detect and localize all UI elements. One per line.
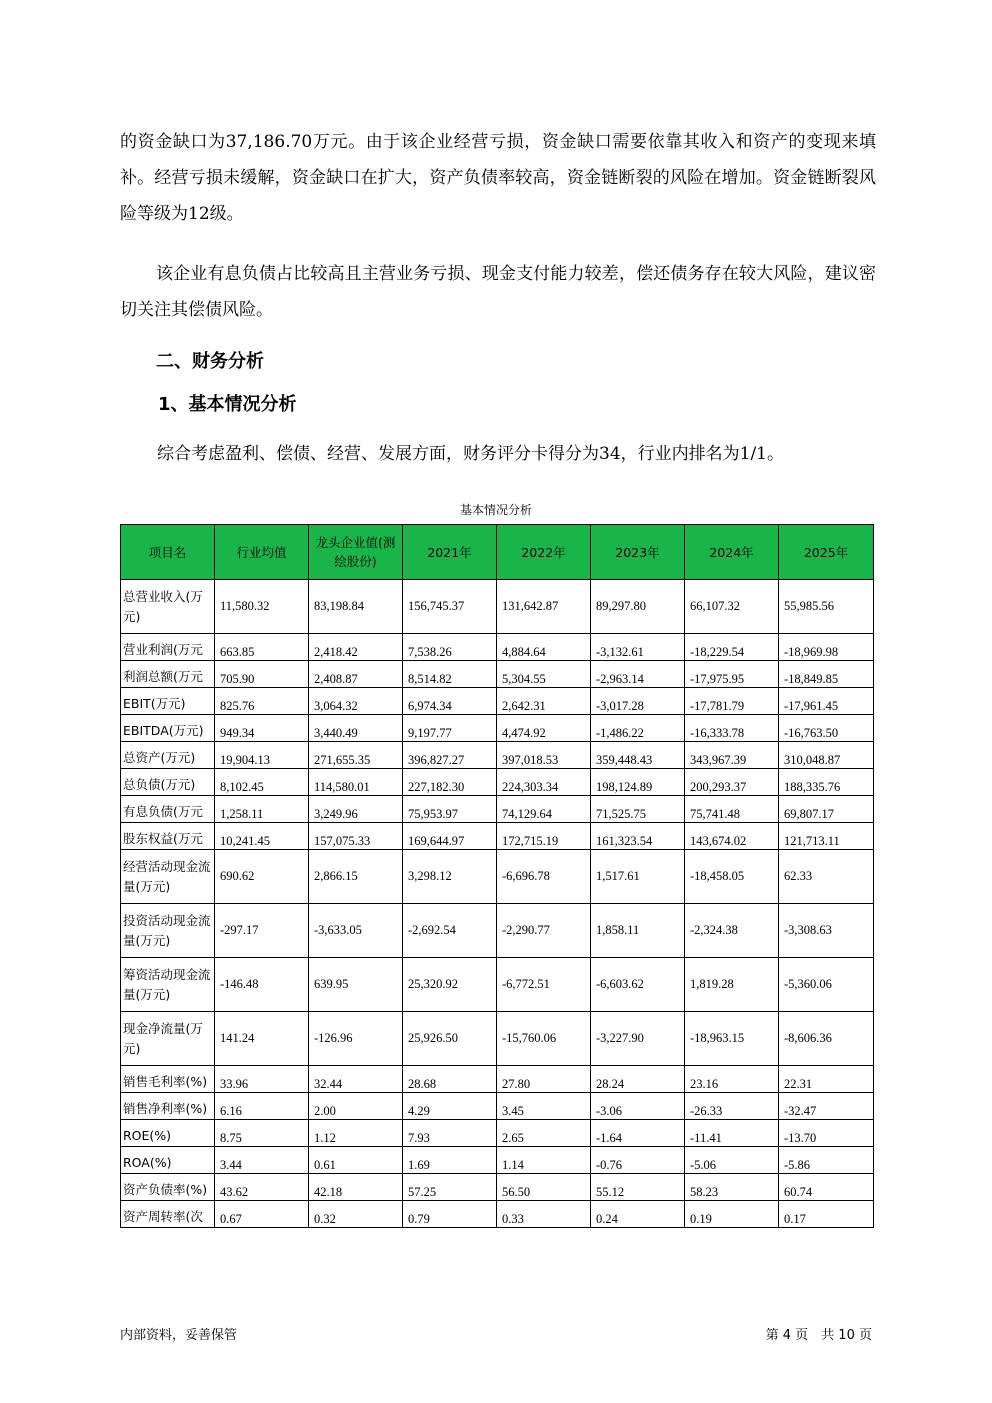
- table-row: [121, 1147, 874, 1174]
- table-cell: 3,440.49: [309, 715, 403, 742]
- table-cell: 2,418.42: [309, 634, 403, 661]
- table-cell: 9,197.77: [403, 715, 497, 742]
- table-cell: 2.00: [309, 1093, 403, 1120]
- table-cell: -3,633.05: [309, 904, 403, 958]
- table-row: [121, 688, 874, 715]
- row-label: 利润总额(万元: [121, 661, 215, 688]
- table-cell: 131,642.87: [497, 580, 591, 634]
- table-row: [121, 1120, 874, 1147]
- table-cell: 55,985.56: [779, 580, 874, 634]
- paragraph-debt-risk: 该企业有息负债占比较高且主营业务亏损、现金支付能力较差，偿还债务存在较大风险，建议密切关注其偿债风险。: [120, 264, 876, 320]
- table-cell: 71,525.75: [591, 796, 685, 823]
- table-cell: 121,713.11: [779, 823, 874, 850]
- table-cell: 227,182.30: [403, 769, 497, 796]
- page-prefix: 第: [765, 1328, 779, 1343]
- table-cell: 22.31: [779, 1066, 874, 1093]
- table-cell: 396,827.27: [403, 742, 497, 769]
- table-cell: 0.79: [403, 1201, 497, 1228]
- row-label: 股东权益(万元: [121, 823, 215, 850]
- table-row: [121, 1093, 874, 1120]
- row-label: 筹资活动现金流量(万元): [121, 958, 215, 1012]
- table-cell: 2.65: [497, 1120, 591, 1147]
- table-cell: -18,969.98: [779, 634, 874, 661]
- table-cell: -297.17: [215, 904, 309, 958]
- row-label: ROA(%): [121, 1147, 215, 1174]
- table-cell: 28.24: [591, 1066, 685, 1093]
- table-row: [121, 850, 874, 904]
- table-cell: 25,926.50: [403, 1012, 497, 1066]
- row-label: 总营业收入(万元): [121, 580, 215, 634]
- row-label: 资产负债率(%): [121, 1174, 215, 1201]
- table-cell: -17,975.95: [685, 661, 779, 688]
- table-cell: -13.70: [779, 1120, 874, 1147]
- table-cell: 188,335.76: [779, 769, 874, 796]
- row-label: EBIT(万元): [121, 688, 215, 715]
- table-cell: 663.85: [215, 634, 309, 661]
- table-cell: -17,961.45: [779, 688, 874, 715]
- row-label: 销售净利率(%): [121, 1093, 215, 1120]
- table-cell: -3.06: [591, 1093, 685, 1120]
- table-cell: 33.96: [215, 1066, 309, 1093]
- table-row: [121, 1174, 874, 1201]
- table-cell: 8,514.82: [403, 661, 497, 688]
- table-cell: 19,904.13: [215, 742, 309, 769]
- table-cell: 0.17: [779, 1201, 874, 1228]
- table-row: [121, 1066, 874, 1093]
- table-cell: 1,858.11: [591, 904, 685, 958]
- table-cell: 0.19: [685, 1201, 779, 1228]
- table-row: [121, 715, 874, 742]
- table-cell: -2,963.14: [591, 661, 685, 688]
- table-cell: 60.74: [779, 1174, 874, 1201]
- table-cell: 3,249.96: [309, 796, 403, 823]
- table-cell: -1.64: [591, 1120, 685, 1147]
- table-cell: 397,018.53: [497, 742, 591, 769]
- footer-confidential-note: 内部资料，妥善保管: [120, 1328, 238, 1343]
- table-cell: 639.95: [309, 958, 403, 1012]
- paragraph-funding-gap: 的资金缺口为37,186.70万元。由于该企业经营亏损，资金缺口需要依靠其收入和资产的变现来填补。经营亏损未缓解，资金缺口在扩大，资产负债率较高，资金链断裂的风险在增加。资金链断裂风险等级为12级。: [120, 132, 876, 224]
- row-label: 销售毛利率(%): [121, 1066, 215, 1093]
- section-heading: 二、财务分析: [156, 351, 264, 372]
- table-row: [121, 958, 874, 1012]
- table-cell: 55.12: [591, 1174, 685, 1201]
- table-cell: 0.33: [497, 1201, 591, 1228]
- row-label: 营业利润(万元: [121, 634, 215, 661]
- page-number: 4: [782, 1328, 791, 1343]
- table-cell: -8,606.36: [779, 1012, 874, 1066]
- table-cell: 156,745.37: [403, 580, 497, 634]
- table-cell: 69,807.17: [779, 796, 874, 823]
- table-cell: 8,102.45: [215, 769, 309, 796]
- table-cell: 2,408.87: [309, 661, 403, 688]
- table-cell: 1.14: [497, 1147, 591, 1174]
- table-cell: 42.18: [309, 1174, 403, 1201]
- page-suffix: 页: [858, 1328, 872, 1343]
- table-cell: -2,324.38: [685, 904, 779, 958]
- table-cell: 200,293.37: [685, 769, 779, 796]
- table-cell: 0.61: [309, 1147, 403, 1174]
- column-header: 2021年: [403, 525, 497, 580]
- footer-page-indicator: [766, 1324, 872, 1343]
- table-cell: 27.80: [497, 1066, 591, 1093]
- table-cell: -6,772.51: [497, 958, 591, 1012]
- table-cell: -5,360.06: [779, 958, 874, 1012]
- table-cell: 6,974.34: [403, 688, 497, 715]
- table-cell: -16,763.50: [779, 715, 874, 742]
- table-cell: -11.41: [685, 1120, 779, 1147]
- table-cell: 224,303.34: [497, 769, 591, 796]
- table-cell: 8.75: [215, 1120, 309, 1147]
- table-cell: 58.23: [685, 1174, 779, 1201]
- row-label: 总负债(万元): [121, 769, 215, 796]
- column-header: 2022年: [497, 525, 591, 580]
- table-row: [121, 742, 874, 769]
- table-cell: 83,198.84: [309, 580, 403, 634]
- table-cell: 141.24: [215, 1012, 309, 1066]
- table-caption: 基本情况分析: [459, 503, 532, 517]
- table-cell: 0.67: [215, 1201, 309, 1228]
- table-header-row: [121, 525, 874, 580]
- table-cell: 23.16: [685, 1066, 779, 1093]
- table-cell: -3,132.61: [591, 634, 685, 661]
- table-cell: -5.06: [685, 1147, 779, 1174]
- table-body: [121, 580, 874, 1228]
- table-cell: 25,320.92: [403, 958, 497, 1012]
- row-label: 资产周转率(次: [121, 1201, 215, 1228]
- table-row: [121, 796, 874, 823]
- table-cell: 310,048.87: [779, 742, 874, 769]
- table-cell: 57.25: [403, 1174, 497, 1201]
- table-cell: 114,580.01: [309, 769, 403, 796]
- table-cell: 28.68: [403, 1066, 497, 1093]
- table-cell: 271,655.35: [309, 742, 403, 769]
- row-label: 投资活动现金流量(万元): [121, 904, 215, 958]
- table-cell: 10,241.45: [215, 823, 309, 850]
- table-cell: 4,884.64: [497, 634, 591, 661]
- table-cell: -32.47: [779, 1093, 874, 1120]
- table-cell: 4.29: [403, 1093, 497, 1120]
- table-cell: -26.33: [685, 1093, 779, 1120]
- table-cell: 43.62: [215, 1174, 309, 1201]
- table-cell: 161,323.54: [591, 823, 685, 850]
- table-cell: -6,696.78: [497, 850, 591, 904]
- table-cell: 3.45: [497, 1093, 591, 1120]
- column-header: 项目名: [121, 525, 215, 580]
- column-header: 2024年: [685, 525, 779, 580]
- table-row: [121, 580, 874, 634]
- column-header: 行业均值: [215, 525, 309, 580]
- table-cell: 198,124.89: [591, 769, 685, 796]
- column-header: 2025年: [779, 525, 874, 580]
- table-cell: -3,308.63: [779, 904, 874, 958]
- paragraph-score-summary: 综合考虑盈利、偿债、经营、发展方面，财务评分卡得分为34，行业内排名为1/1。: [157, 444, 784, 464]
- table-cell: 343,967.39: [685, 742, 779, 769]
- table-cell: 2,642.31: [497, 688, 591, 715]
- table-cell: 172,715.19: [497, 823, 591, 850]
- table-cell: 3,064.32: [309, 688, 403, 715]
- table-cell: 1,517.61: [591, 850, 685, 904]
- table-cell: 4,474.92: [497, 715, 591, 742]
- financial-table: [120, 524, 874, 1228]
- table-cell: 690.62: [215, 850, 309, 904]
- table-cell: 56.50: [497, 1174, 591, 1201]
- table-cell: -15,760.06: [497, 1012, 591, 1066]
- row-label: 总资产(万元): [121, 742, 215, 769]
- table-cell: 74,129.64: [497, 796, 591, 823]
- table-cell: 705.90: [215, 661, 309, 688]
- table-cell: -146.48: [215, 958, 309, 1012]
- table-cell: -0.76: [591, 1147, 685, 1174]
- table-cell: 0.24: [591, 1201, 685, 1228]
- table-cell: -6,603.62: [591, 958, 685, 1012]
- table-cell: -126.96: [309, 1012, 403, 1066]
- table-cell: 62.33: [779, 850, 874, 904]
- table-cell: 32.44: [309, 1066, 403, 1093]
- table-row: [121, 1012, 874, 1066]
- row-label: EBITDA(万元): [121, 715, 215, 742]
- row-label: ROE(%): [121, 1120, 215, 1147]
- table-cell: 1.12: [309, 1120, 403, 1147]
- table-cell: 1.69: [403, 1147, 497, 1174]
- table-cell: 66,107.32: [685, 580, 779, 634]
- column-header: 2023年: [591, 525, 685, 580]
- table-row: [121, 1201, 874, 1228]
- table-cell: 75,953.97: [403, 796, 497, 823]
- page-total: 10: [838, 1328, 855, 1343]
- table-cell: 0.32: [309, 1201, 403, 1228]
- table-cell: -3,017.28: [591, 688, 685, 715]
- table-cell: 3,298.12: [403, 850, 497, 904]
- column-header: 龙头企业值(测绘股份): [309, 525, 403, 580]
- table-cell: 11,580.32: [215, 580, 309, 634]
- table-cell: -18,458.05: [685, 850, 779, 904]
- table-cell: 3.44: [215, 1147, 309, 1174]
- table-cell: 169,644.97: [403, 823, 497, 850]
- table-cell: 359,448.43: [591, 742, 685, 769]
- row-label: 经营活动现金流量(万元): [121, 850, 215, 904]
- table-cell: 157,075.33: [309, 823, 403, 850]
- table-cell: 1,258.11: [215, 796, 309, 823]
- table-cell: -18,849.85: [779, 661, 874, 688]
- table-cell: 143,674.02: [685, 823, 779, 850]
- table-row: [121, 823, 874, 850]
- table-cell: 2,866.15: [309, 850, 403, 904]
- table-cell: -2,290.77: [497, 904, 591, 958]
- table-cell: -1,486.22: [591, 715, 685, 742]
- table-cell: -5.86: [779, 1147, 874, 1174]
- table-row: [121, 661, 874, 688]
- table-row: [121, 904, 874, 958]
- subsection-heading: 1、基本情况分析: [158, 394, 297, 415]
- table-cell: 949.34: [215, 715, 309, 742]
- page-mid: 页 共: [795, 1328, 835, 1343]
- table-cell: -16,333.78: [685, 715, 779, 742]
- table-cell: 89,297.80: [591, 580, 685, 634]
- table-cell: -3,227.90: [591, 1012, 685, 1066]
- table-cell: -2,692.54: [403, 904, 497, 958]
- table-cell: -17,781.79: [685, 688, 779, 715]
- table-cell: 5,304.55: [497, 661, 591, 688]
- table-cell: -18,229.54: [685, 634, 779, 661]
- table-cell: 7,538.26: [403, 634, 497, 661]
- table-cell: -18,963.15: [685, 1012, 779, 1066]
- table-cell: 75,741.48: [685, 796, 779, 823]
- table-cell: 6.16: [215, 1093, 309, 1120]
- table-cell: 825.76: [215, 688, 309, 715]
- table-row: [121, 634, 874, 661]
- row-label: 有息负债(万元: [121, 796, 215, 823]
- table-cell: 7.93: [403, 1120, 497, 1147]
- table-row: [121, 769, 874, 796]
- row-label: 现金净流量(万元): [121, 1012, 215, 1066]
- table-cell: 1,819.28: [685, 958, 779, 1012]
